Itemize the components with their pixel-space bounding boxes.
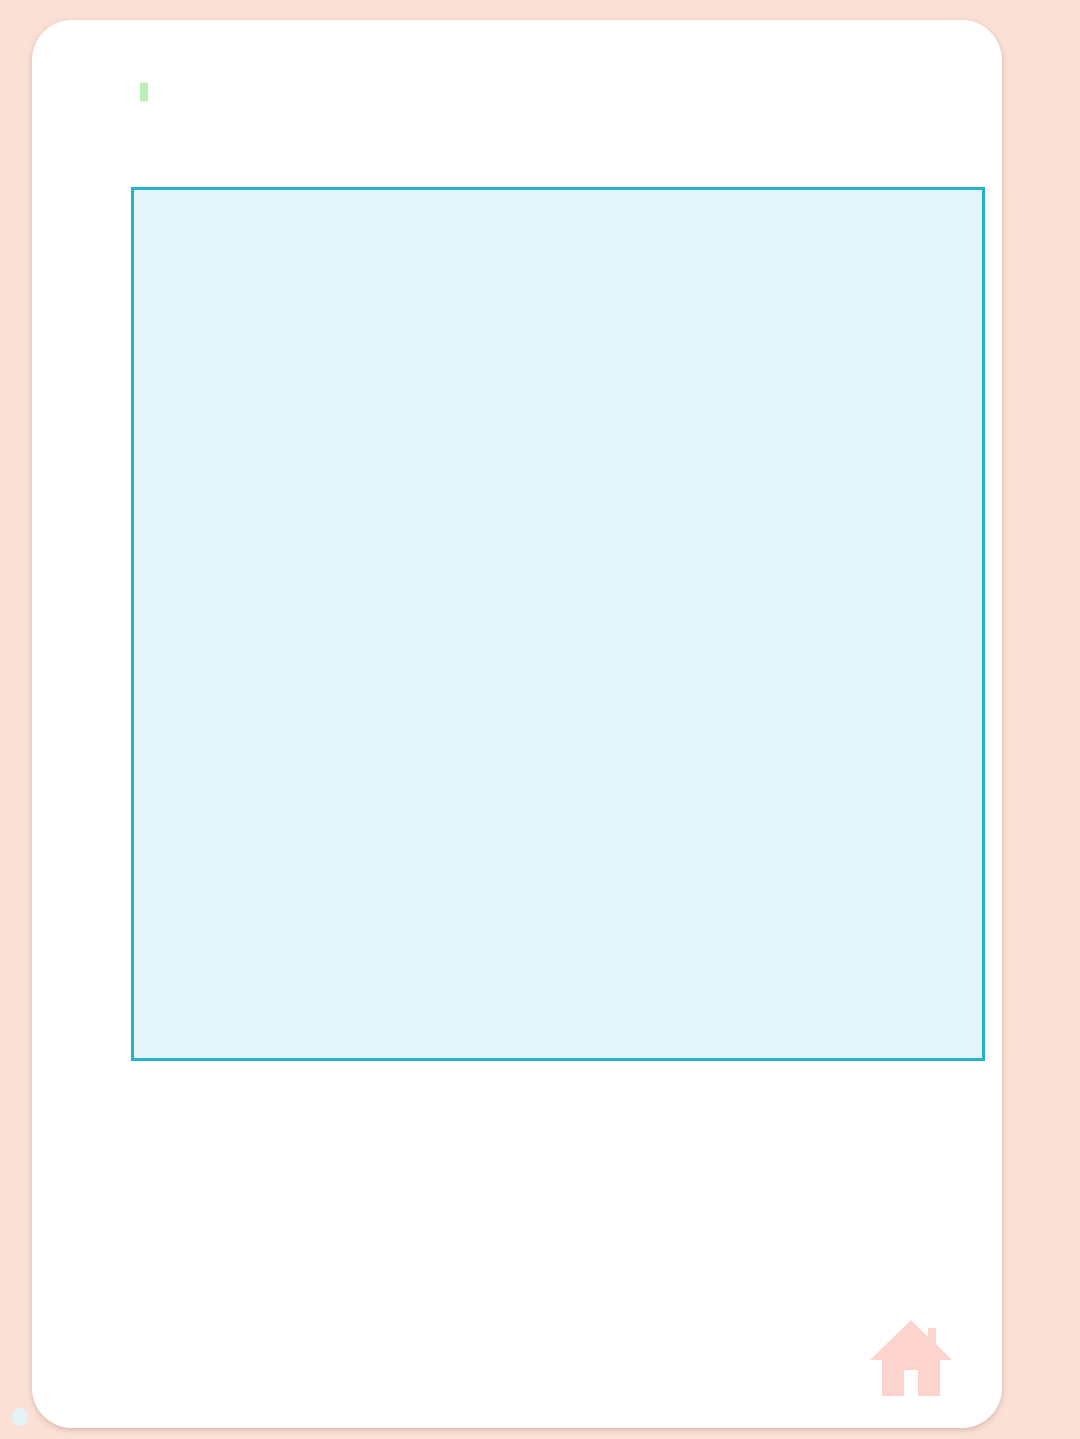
section-tabs [1000,45,1070,1397]
section-title [140,76,148,108]
line-chart-svg [284,275,824,651]
home-icon[interactable] [868,1318,954,1398]
distance-time-chart [284,275,824,651]
goodnotes-watermark [12,1408,28,1426]
example-box [131,187,985,1061]
